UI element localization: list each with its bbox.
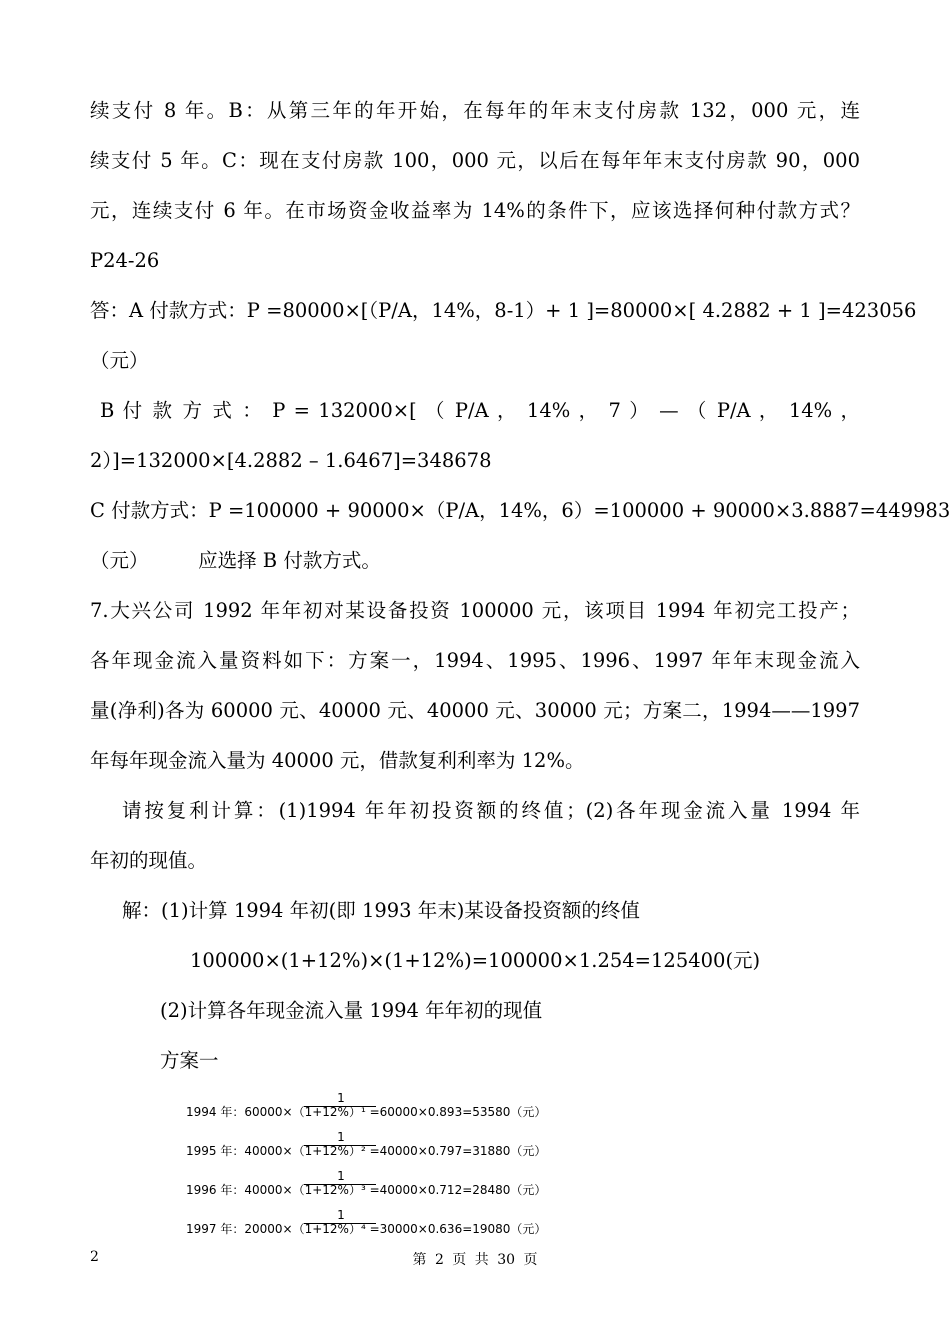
- text-line-2: 续支付 5 年。C：现在支付房款 100，000 元，以后在每年年末支付房款 90，000: [90, 149, 860, 172]
- present-value-formulas: [186, 1092, 566, 1248]
- formula-row: [186, 1170, 566, 1209]
- formula-text: 1997 年：20000×（1+12%）⁴ =30000×0.636=19080（元）: [186, 1222, 547, 1236]
- text-line-16: 年初的现值。: [90, 849, 208, 872]
- text-line-5: 答：A 付款方式：P =80000×[（P/A，14%，8-1）+ 1 ]=80000×[ 4.2882 + 1 ]=423056: [90, 299, 917, 322]
- footer-page-label: 第 2 页 共 30 页: [412, 1252, 538, 1268]
- text-line-14: 年每年现金流入量为 40000 元，借款复利利率为 12%。: [90, 749, 585, 772]
- formula-row: [186, 1131, 566, 1170]
- text-line-11: 7.大兴公司 1992 年年初对某设备投资 100000 元，该项目 1994 年初完工投产；: [90, 599, 860, 622]
- fraction-numerator: 1: [337, 1169, 345, 1183]
- footer-page-number: 2: [90, 1249, 99, 1265]
- text-line-15: 请按复利计算：(1)1994 年年初投资额的终值；(2)各年现金流入量 1994 年: [122, 799, 860, 822]
- formula-text: 1996 年：40000×（1+12%）³ =40000×0.712=28480（元）: [186, 1183, 547, 1197]
- text-line-6: （元）: [90, 349, 149, 372]
- text-line-13: 量(净利)各为 60000 元、40000 元、40000 元、30000 元；方案二，1994——1997: [90, 699, 860, 722]
- fraction-numerator: 1: [337, 1130, 345, 1144]
- text-line-9: C 付款方式：P =100000 + 90000×（P/A，14%，6）=100000 + 90000×3.8887=449983: [90, 499, 950, 522]
- formula-text: 1994 年：60000×（1+12%）¹ =60000×0.893=53580（元）: [186, 1105, 547, 1119]
- formula-row: [186, 1209, 566, 1248]
- text-line-7: B 付 款 方 式 ： P = 132000×[ （ P/A ， 14% ， 7 ） — （ P/A ， 14% ，: [100, 399, 860, 422]
- text-line-20: 方案一: [160, 1049, 219, 1072]
- text-line-8: 2）]=132000×[4.2882 – 1.6467]=348678: [90, 449, 492, 472]
- text-line-12: 各年现金流入量资料如下：方案一，1994、1995、1996、1997 年年末现金流入: [90, 649, 860, 672]
- text-line-17: 解：(1)计算 1994 年初(即 1993 年末)某设备投资额的终值: [122, 899, 640, 922]
- text-line-4: P24-26: [90, 249, 160, 272]
- text-line-18: 100000×(1+12%)×(1+12%)=100000×1.254=125400(元): [190, 949, 761, 972]
- fraction-numerator: 1: [337, 1208, 345, 1222]
- text-line-3: 元，连续支付 6 年。在市场资金收益率为 14%的条件下，应该选择何种付款方式？: [90, 199, 860, 222]
- text-line-19: (2)计算各年现金流入量 1994 年年初的现值: [160, 999, 543, 1022]
- text-line-1: 续支付 8 年。B：从第三年的年开始，在每年的年末支付房款 132，000 元，连: [90, 99, 860, 122]
- text-line-10: （元） 应选择 B 付款方式。: [90, 549, 381, 572]
- formula-row: [186, 1092, 566, 1131]
- formula-text: 1995 年：40000×（1+12%）² =40000×0.797=31880（元）: [186, 1144, 547, 1158]
- fraction-numerator: 1: [337, 1091, 345, 1105]
